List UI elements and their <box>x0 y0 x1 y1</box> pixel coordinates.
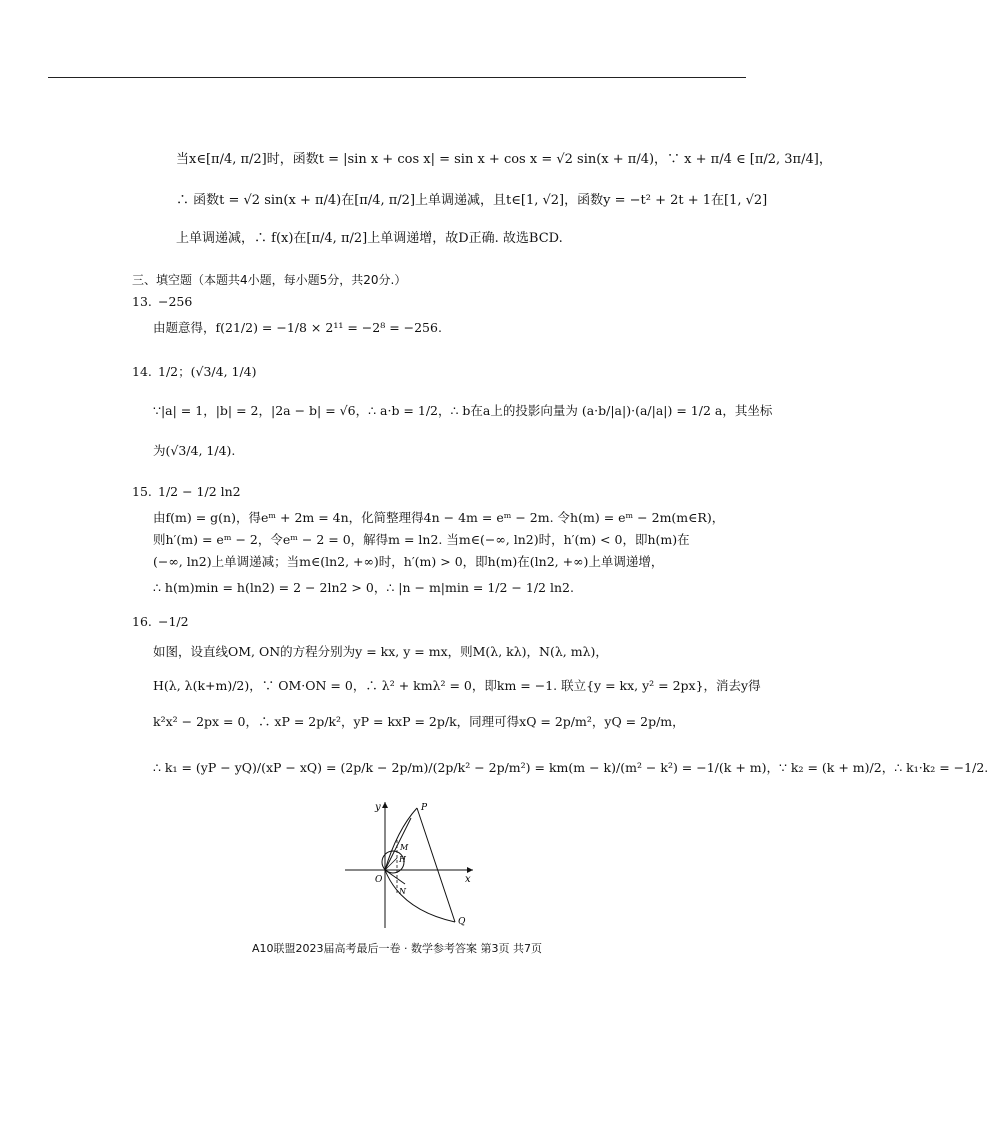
label-h: H <box>399 855 406 864</box>
text-line-1: 当x∈[π/4, π/2]时，函数t = |sin x + cos x| = sin x + cos x = √2 sin(x + π/4)，∵ x + π/4 ∈ [π/2, 3π/4]， <box>176 152 832 167</box>
q14-number: 14. <box>132 364 152 379</box>
label-o: O <box>375 875 383 885</box>
q14-solution-1: ∵|a| = 1，|b| = 2，|2a − b| = √6，∴ a·b = 1/2，∴ b在a上的投影向量为 (a·b/|a|)·(a/|a|) = 1/2 a，其坐标 <box>153 403 773 418</box>
q15-number: 15. <box>132 484 152 499</box>
q14-answer: 1/2；(√3/4, 1/4) <box>158 364 257 379</box>
x-axis-arrow <box>467 867 473 873</box>
label-p: P <box>421 803 428 813</box>
q14-solution-2: 为(√3/4, 1/4). <box>153 443 236 458</box>
text-line-3: 上单调递减，∴ f(x)在[π/4, π/2]上单调递增，故D正确. 故选BCD. <box>176 231 563 246</box>
q15-solution-2: 则h′(m) = eᵐ − 2，令eᵐ − 2 = 0，解得m = ln2. 当m∈(−∞, ln2)时，h′(m) < 0，即h(m)在 <box>153 532 690 547</box>
q16-solution-4: ∴ k₁ = (yP − yQ)/(xP − xQ) = (2p/k − 2p/m)/(2p/k² − 2p/m²) = km(m − k)/(m² − k²) = −1/(k + m)，∵ k₂ = (k + m)/2，∴ k₁·k₂ = −1/2. <box>153 760 988 775</box>
text-line-2: ∴ 函数t = √2 sin(x + π/4)在[π/4, π/2]上单调递减，且t∈[1, √2]，函数y = −t² + 2t + 1在[1, √2] <box>176 193 768 208</box>
q15-solution-3: (−∞, ln2)上单调递减；当m∈(ln2, +∞)时，h′(m) > 0，即h(m)在(ln2, +∞)上单调递增， <box>153 554 664 569</box>
label-y: y <box>375 802 381 813</box>
chord-pq <box>417 808 455 922</box>
q13-answer: −256 <box>158 294 193 309</box>
section-heading: 三、填空题（本题共4小题，每小题5分，共20分.） <box>132 273 407 287</box>
parabola-figure <box>345 800 475 930</box>
label-m: M <box>400 843 409 852</box>
q16-number: 16. <box>132 614 152 629</box>
q15-solution-4: ∴ h(m)min = h(ln2) = 2 − 2ln2 > 0，∴ |n − m|min = 1/2 − 1/2 ln2. <box>153 580 574 595</box>
label-x: x <box>465 874 471 885</box>
q16-solution-3: k²x² − 2px = 0，∴ xP = 2p/k²，yP = kxP = 2p/k，同理可得xQ = 2p/m²，yQ = 2p/m， <box>153 714 685 729</box>
label-n: N <box>399 887 406 896</box>
label-q: Q <box>458 917 466 927</box>
y-axis-arrow <box>382 802 388 808</box>
q13-number: 13. <box>132 294 152 309</box>
header-rule <box>48 77 746 78</box>
page-footer: A10联盟2023届高考最后一卷 · 数学参考答案 第3页 共7页 <box>252 942 542 955</box>
q16-solution-2: H(λ, λ(k+m)/2)，∵ OM·ON = 0，∴ λ² + kmλ² = 0，即km = −1. 联立{y = kx, y² = 2px}，消去y得 <box>153 678 761 693</box>
q16-answer: −1/2 <box>158 614 189 629</box>
q15-solution-1: 由f(m) = g(n)，得eᵐ + 2m = 4n，化简整理得4n − 4m = eᵐ − 2m. 令h(m) = eᵐ − 2m(m∈R)， <box>153 510 725 525</box>
q16-solution-1: 如图，设直线OM, ON的方程分别为y = kx, y = mx，则M(λ, kλ)，N(λ, mλ)， <box>153 644 608 659</box>
q15-answer: 1/2 − 1/2 ln2 <box>158 484 241 499</box>
q13-solution: 由题意得，f(21/2) = −1/8 × 2¹¹ = −2⁸ = −256. <box>153 320 442 335</box>
